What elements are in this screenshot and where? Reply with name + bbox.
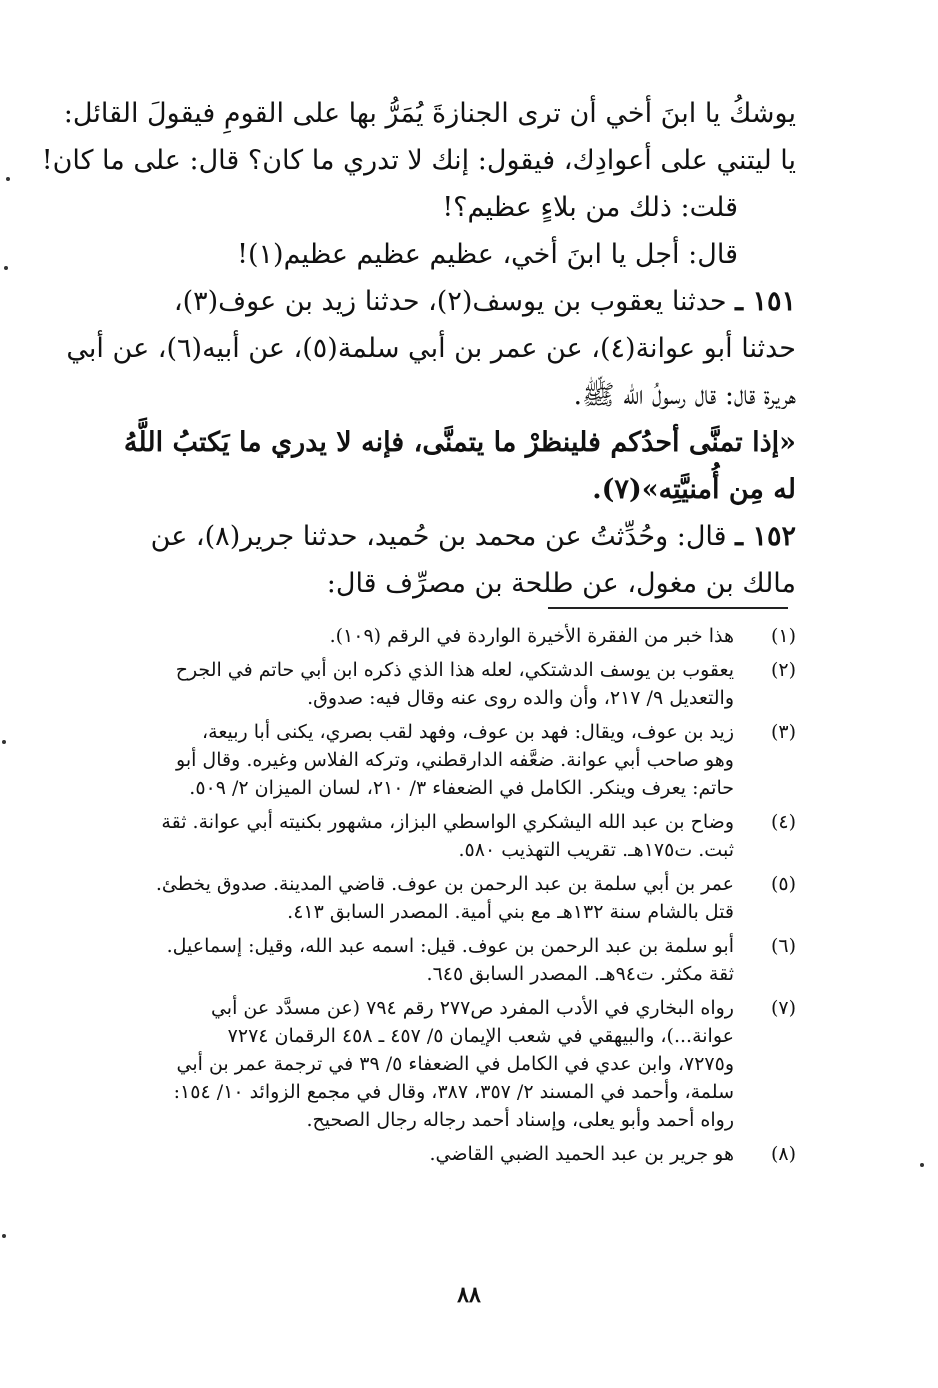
footnote-number: (١) <box>770 625 796 647</box>
footnote-body <box>92 622 734 650</box>
footnote-body <box>92 1140 734 1168</box>
text-line: هريرة قال: قال رسولُ الله ﷺ. <box>573 380 796 411</box>
footnote-body <box>92 808 734 864</box>
scan-speck <box>4 266 8 270</box>
footnote <box>92 932 796 988</box>
footnote-number: (٤) <box>770 811 796 833</box>
text-line: قال: وحُدِّثتُ عن محمد بن حُميد، حدثنا جرير(٨)، عن <box>150 521 727 552</box>
footnote-number: (٦) <box>770 935 796 957</box>
footnote-line: عوانة...)، والبيهقي في شعب الإيمان ٥/ ٤٥٧ ـ ٤٥٨ الرقمان ٧٢٧٤ <box>227 1025 734 1047</box>
text-line: قال: أجل يا ابنَ أخي، عظيم عظيم عظيم(١)! <box>237 239 738 270</box>
footnote-number: (٢) <box>770 659 796 681</box>
scan-speck <box>920 1163 924 1167</box>
footnote-number: (٣) <box>770 721 796 743</box>
footnote-body <box>92 994 734 1134</box>
footnote-separator <box>548 607 788 609</box>
scan-speck <box>2 1234 6 1238</box>
footnote-line: هو جرير بن عبد الحميد الضبي القاضي. <box>429 1143 734 1165</box>
footnotes <box>92 622 796 1174</box>
hadith-text-line: «إذا تمنَّى أحدُكم فلينظرْ ما يتمنَّى، فإنه لا يدري ما يَكتبُ اللَّهُ <box>123 427 796 458</box>
main-text <box>41 90 796 607</box>
footnote-line: يعقوب بن يوسف الدشتكي، لعله هذا الذي ذكره ابن أبي حاتم في الجرح <box>175 659 734 681</box>
footnote-line: هذا خبر من الفقرة الأخيرة الواردة في الرقم (١٠٩). <box>329 625 734 647</box>
text-line: مالك بن مغول، عن طلحة بن مصرِّف قال: <box>326 568 796 599</box>
paragraph-number-151: ١٥١ ـ <box>735 286 796 317</box>
scan-speck <box>6 177 10 181</box>
footnote-line: قتل بالشام سنة ١٣٢هـ مع بني أمية. المصدر السابق ٤١٣. <box>287 901 734 923</box>
footnote-line: رواه أحمد وأبو يعلى، وإسناد أحمد رجاله رجال الصحيح. <box>306 1109 734 1131</box>
footnote-body <box>92 870 734 926</box>
text-line: قلت: ذلك من بلاءٍ عظيم؟! <box>442 192 738 223</box>
footnote-line: عمر بن أبي سلمة بن عبد الرحمن بن عوف. قاضي المدينة. صدوق يخطئ. <box>155 873 734 895</box>
text-line: يا ليتني على أعوادِك، فيقول: إنك لا تدري ما كان؟ قال: على ما كان! <box>41 145 796 176</box>
footnote <box>92 1140 796 1168</box>
footnote-line: وضاح بن عبد الله اليشكري الواسطي البزاز، مشهور بكنيته أبي عوانة. ثقة <box>161 811 734 833</box>
footnote-number: (٥) <box>770 873 796 895</box>
footnote-line: سلمة، وأحمد في المسند ٢/ ٣٥٧، ٣٨٧، وقال في مجمع الزوائد ١٠/ ١٥٤: <box>173 1081 734 1103</box>
footnote-line: وهو صاحب أبي عوانة. ضعَّفه الدارقطني، وتركه الفلاس وغيره. وقال أبو <box>176 749 734 771</box>
footnote-line: حاتم: يعرف وينكر. الكامل في الضعفاء ٣/ ٢١٠، لسان الميزان ٢/ ٥٠٩. <box>189 777 734 799</box>
text-line: حدثنا أبو عوانة(٤)، عن عمر بن أبي سلمة(٥)، عن أبيه(٦)، عن أبي <box>66 333 796 364</box>
hadith-text-line: له مِن أُمنيَّتِه»(٧). <box>592 474 796 505</box>
footnote <box>92 994 796 1134</box>
footnote-body <box>92 718 734 802</box>
footnote-line: زيد بن عوف، ويقال: فهد بن عوف، وفهد لقب بصري، يكنى أبا ربيعة، <box>202 721 734 743</box>
footnote <box>92 870 796 926</box>
footnote <box>92 622 796 650</box>
footnote-body <box>92 932 734 988</box>
footnote-body <box>92 656 734 712</box>
footnote <box>92 718 796 802</box>
footnote-line: ثبت. ت١٧٥هـ. تقريب التهذيب ٥٨٠. <box>458 839 734 861</box>
footnote-line: والتعديل ٩/ ٢١٧، وأن والده روى عنه وقال فيه: صدوق. <box>307 687 734 709</box>
scan-speck <box>2 740 6 744</box>
footnote-line: و٧٢٧٥، وابن عدي في الكامل في الضعفاء ٥/ ٣٩ في ترجمة عمر بن أبي <box>176 1053 734 1075</box>
text-line: حدثنا يعقوب بن يوسف(٢)، حدثنا زيد بن عوف(٣)، <box>173 286 727 317</box>
paragraph-number-152: ١٥٢ ـ <box>735 521 796 552</box>
footnote-number: (٧) <box>770 997 796 1019</box>
paragraph-151-first-line <box>86 278 796 325</box>
footnote-line: رواه البخاري في الأدب المفرد ص٢٧٧ رقم ٧٩٤ (عن مسدَّد عن أبي <box>210 997 734 1019</box>
footnote <box>92 656 796 712</box>
paragraph-152-first-line <box>86 513 796 560</box>
footnote-line: ثقة مكثر. ت٩٤هـ. المصدر السابق ٦٤٥. <box>426 963 734 985</box>
footnote-line: أبو سلمة بن عبد الرحمن بن عوف. قيل: اسمه عبد الله، وقيل: إسماعيل. <box>166 935 734 957</box>
footnote-number: (٨) <box>770 1143 796 1165</box>
page-number: ٨٨ <box>457 1282 481 1308</box>
text-line: يوشكُ يا ابنَ أخي أن ترى الجنازةَ يُمَرُّ بها على القومِ فيقولَ القائل: <box>63 98 796 129</box>
footnote <box>92 808 796 864</box>
